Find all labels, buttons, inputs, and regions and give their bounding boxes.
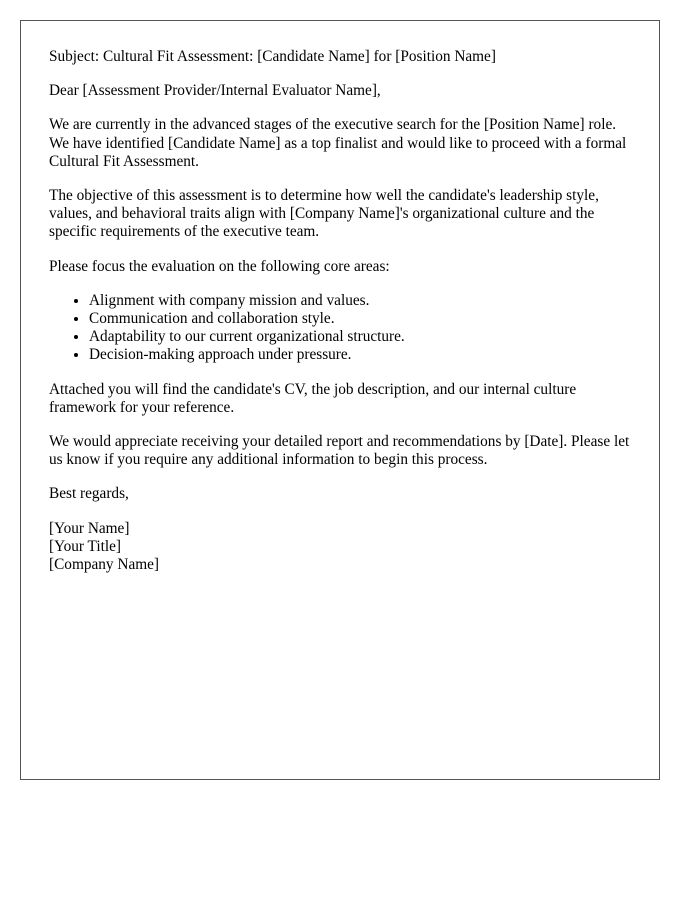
- signature-company: [Company Name]: [49, 556, 160, 574]
- core-area-item: • Alignment with company mission and values.: [89, 292, 631, 310]
- signature-block: [49, 520, 631, 575]
- letter-subject: Subject: Cultural Fit Assessment: [Candidate Name] for [Position Name]: [49, 48, 496, 65]
- letter-frame: [20, 20, 660, 780]
- signature-title: [Your Title]: [49, 537, 121, 555]
- letter-closing: Best regards,: [49, 485, 129, 503]
- attachments-paragraph: Attached you will find the candidate's CV, the job description, and our internal culture framework for your reference.: [49, 380, 577, 416]
- letter-salutation: Dear [Assessment Provider/Internal Evaluator Name],: [49, 82, 381, 100]
- request-paragraph: We would appreciate receiving your detailed report and recommendations by [Date]. Please let us know if you require any additional information to begin this process.: [49, 433, 630, 469]
- focus-paragraph: Please focus the evaluation on the following core areas:: [49, 257, 390, 275]
- core-area-item: • Adaptability to our current organizational structure.: [89, 328, 631, 346]
- objective-paragraph: The objective of this assessment is to determine how well the candidate's leadership style, values, and behavioral traits align with [Company Name]'s organizational culture and the specific requirements of the executive team.: [49, 187, 599, 241]
- core-areas-list: [49, 292, 631, 365]
- core-area-item: • Decision-making approach under pressure.: [89, 346, 631, 364]
- core-area-item: • Communication and collaboration style.: [89, 310, 631, 328]
- signature-name: [Your Name]: [49, 519, 130, 537]
- intro-paragraph: We are currently in the advanced stages of the executive search for the [Position Name] role. We have identified [Candidate Name] as a top finalist and would like to proceed with a formal Cultural Fit Assessment.: [49, 116, 627, 170]
